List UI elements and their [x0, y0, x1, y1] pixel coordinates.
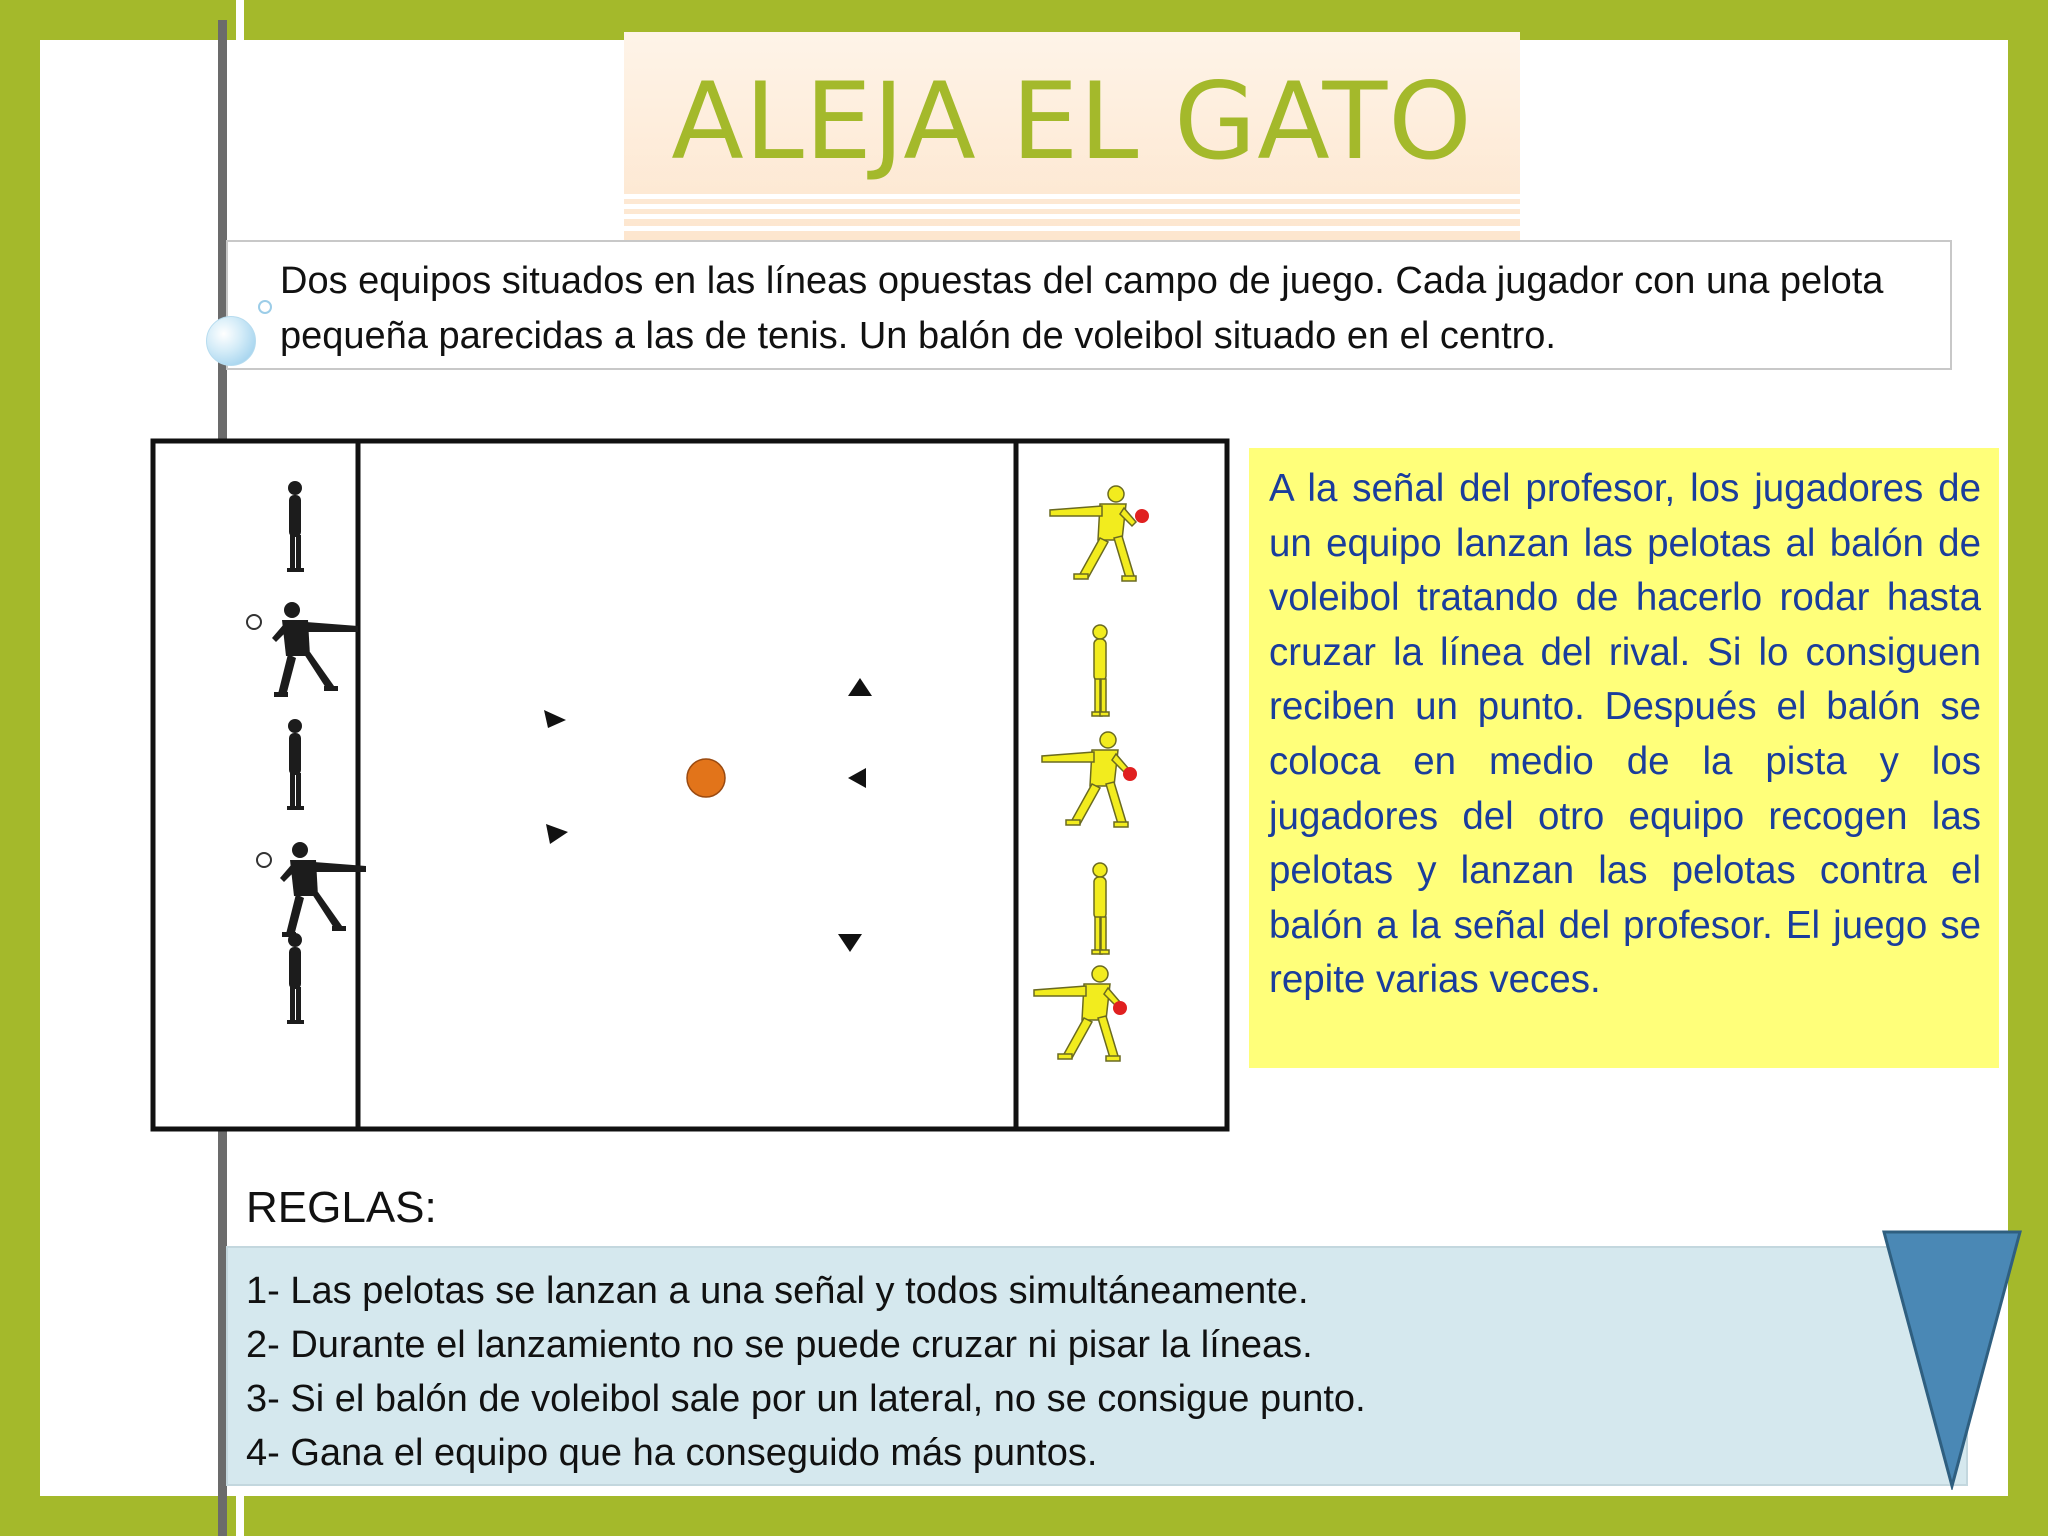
intro-text: Dos equipos situados en las líneas opuestas del campo de juego. Cada jugador con una pelota pequeña parecidas a las de tenis. Un balón de voleibol situado en el centro.	[280, 260, 1884, 357]
field-diagram	[150, 438, 1230, 1132]
rules-title: REGLAS:	[246, 1183, 437, 1232]
game-description: A la señal del profesor, los jugadores de un equipo lanzan las pelotas al balón de voleibol tratando de hacerlo rodar hasta cruzar la línea del rival. Si lo consiguen reciben un punto. Después el balón se coloca en medio de la pista y los jugadores del otro equipo recogen las pelotas y lanzan las pelotas contra el balón a la señal del profesor. El juego se repite varias veces.	[1269, 467, 1981, 1002]
game-description-box	[1249, 448, 1999, 1068]
rule-item: 1- Las pelotas se lanzan a una señal y todos simultáneamente.	[246, 1270, 1309, 1312]
rule-item: 2- Durante el lanzamiento no se puede cruzar ni pisar la líneas.	[246, 1324, 1313, 1366]
small-ball-icon	[257, 853, 271, 867]
slide-title: ALEJA EL GATO	[671, 60, 1473, 183]
triangle-down-icon	[1880, 1228, 2024, 1490]
small-ball-icon	[1113, 1001, 1127, 1015]
rule-item: 3- Si el balón de voleibol sale por un lateral, no se consigue punto.	[246, 1378, 1366, 1420]
bubble-icon	[206, 316, 256, 366]
rule-item: 4- Gana el equipo que ha conseguido más puntos.	[246, 1432, 1098, 1474]
small-ball-icon	[247, 615, 261, 629]
small-ball-icon	[1135, 509, 1149, 523]
intro-box	[226, 240, 1952, 370]
bubble-small-icon	[258, 300, 272, 314]
volleyball-icon	[687, 759, 725, 797]
small-ball-icon	[1123, 767, 1137, 781]
rules-box	[226, 1246, 1968, 1486]
